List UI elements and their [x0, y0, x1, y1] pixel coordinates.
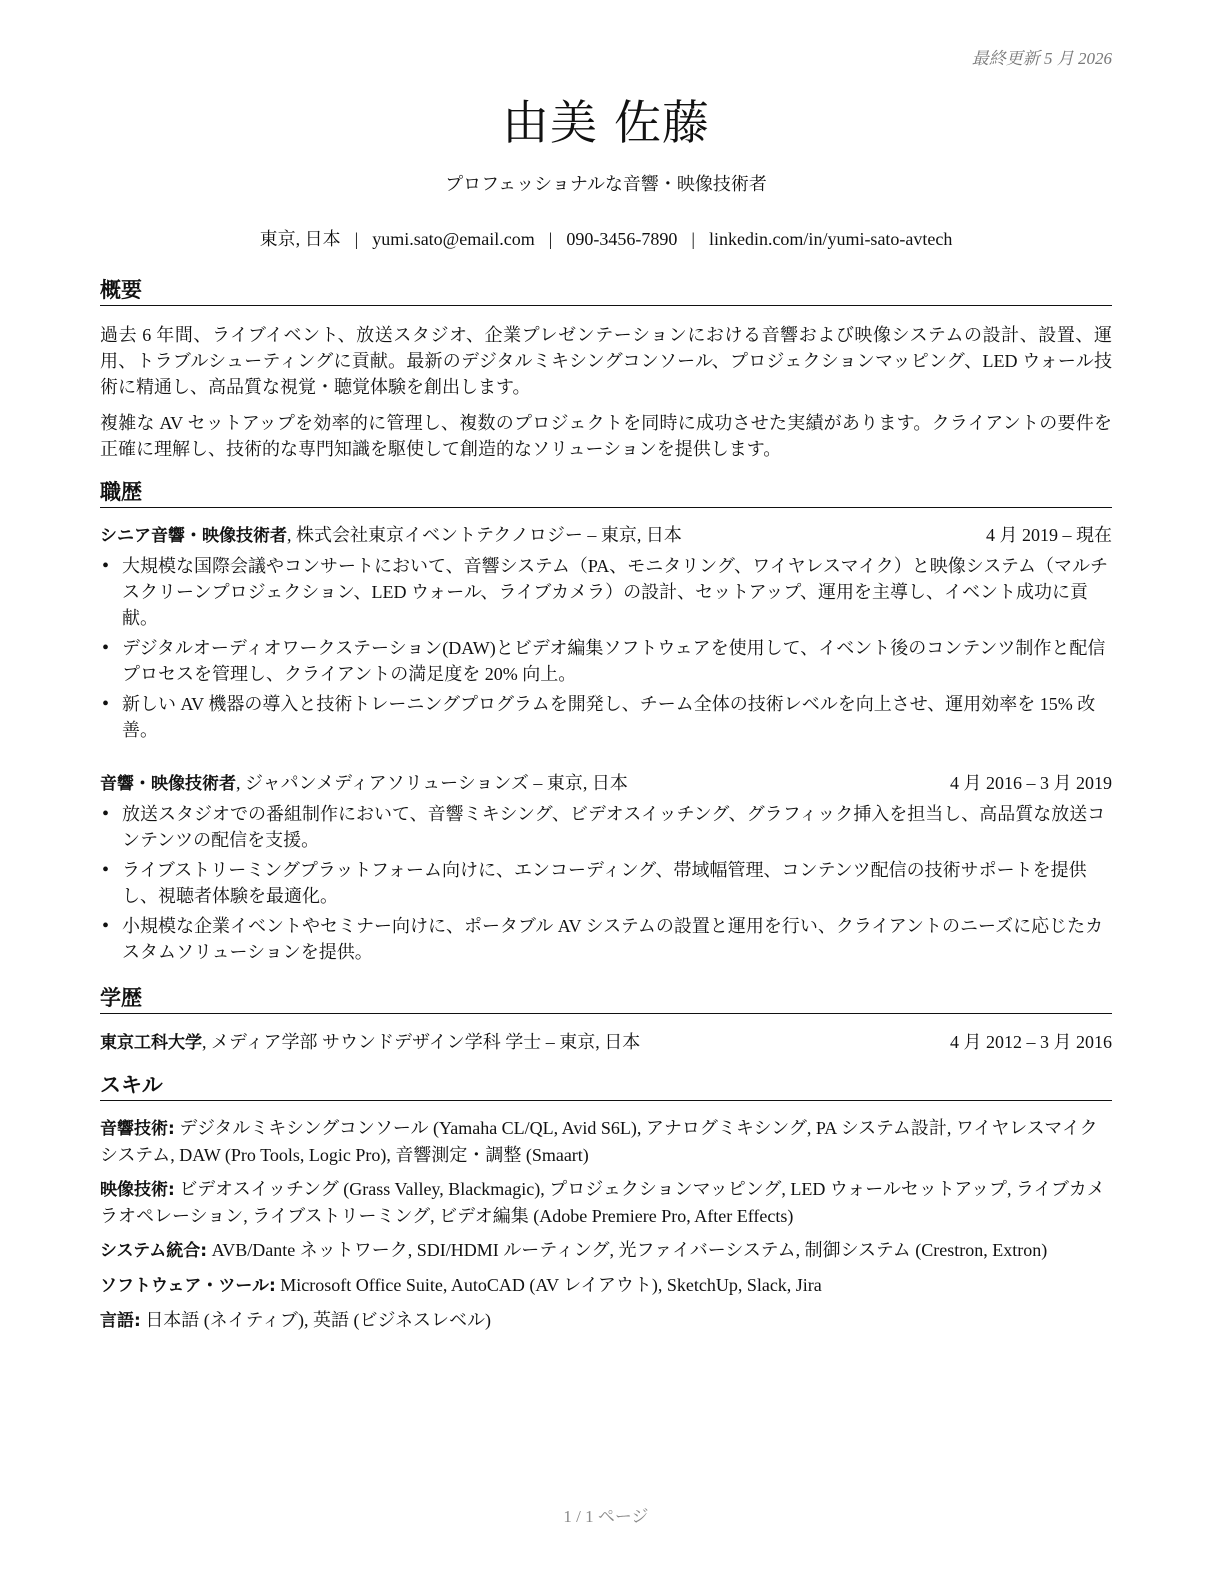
job-title: 音響・映像技術者	[100, 774, 236, 794]
last-updated: 最終更新 5 月 2026	[971, 49, 1112, 68]
separator: |	[354, 229, 359, 249]
candidate-name: 由美 佐藤	[502, 96, 710, 151]
list-item: • ライブストリーミングプラットフォーム向けに、エンコーディング、帯域幅管理、コンテンツ配信の技術サポートを提供し、視聴者体験を最適化。	[100, 857, 1112, 909]
list-item: • デジタルオーディオワークステーション(DAW)とビデオ編集ソフトウェアを使用して、イベント後のコンテンツ制作と配信プロセスを管理し、クライアントの満足度を 20% 向上。	[100, 635, 1112, 687]
job-bullets	[100, 801, 1112, 965]
contact-linkedin[interactable]: linkedin.com/in/yumi-sato-avtech	[708, 229, 953, 249]
job-org: , ジャパンメディアソリューションズ – 東京, 日本	[236, 773, 628, 793]
list-item: • 小規模な企業イベントやセミナー向けに、ポータブル AV システムの設置と運用を行い、クライアントのニーズに応じたカスタムソリューションを提供。	[100, 913, 1112, 965]
skill-text: 日本語 (ネイティブ), 英語 (ビジネスレベル)	[140, 1310, 491, 1330]
skill-row	[100, 1307, 1112, 1334]
skill-text: Microsoft Office Suite, AutoCAD (AV レイアウト), SketchUp, Slack, Jira	[275, 1275, 822, 1295]
resume-page	[100, 0, 1112, 1584]
school-name: 東京工科大学	[100, 1033, 202, 1053]
contact-line	[100, 225, 1112, 251]
education-entry	[100, 1029, 1112, 1056]
job-dates: 4 月 2016 – 3 月 2019	[950, 773, 1112, 793]
job-dates: 4 月 2019 – 現在	[986, 525, 1112, 545]
skill-row	[100, 1115, 1112, 1168]
list-item: • 新しい AV 機器の導入と技術トレーニングプログラムを開発し、チーム全体の技術レベルを向上させ、運用効率を 15% 改善。	[100, 691, 1112, 743]
section-heading-skills: スキル	[100, 1072, 1112, 1101]
summary-paragraph: 複雑な AV セットアップを効率的に管理し、複数のプロジェクトを同時に成功させた実績があります。クライアントの要件を正確に理解し、技術的な専門知識を駆使して創造的なソリューションを提供します。	[100, 413, 1112, 459]
section-heading-education: 学歴	[100, 985, 1112, 1014]
page-number: 1 / 1 ページ	[563, 1507, 649, 1526]
job-header	[100, 522, 1112, 549]
job-entry	[100, 522, 1112, 747]
skill-row	[100, 1176, 1112, 1229]
job-org: , 株式会社東京イベントテクノロジー – 東京, 日本	[287, 525, 682, 545]
skills-section	[100, 1115, 1112, 1342]
skill-label: システム統合:	[100, 1241, 208, 1261]
job-title: シニア音響・映像技術者	[100, 526, 287, 546]
skill-row	[100, 1272, 1112, 1299]
job-entry	[100, 770, 1112, 969]
skill-text: デジタルミキシングコンソール (Yamaha CL/QL, Avid S6L), アナログミキシング, PA システム設計, ワイヤレスマイクシステム, DAW (Pro Tools, Logic Pro), 音響測定・調整 (Smaart)	[100, 1118, 1098, 1165]
section-heading-experience: 職歴	[100, 479, 1112, 508]
separator: |	[548, 229, 553, 249]
skill-label: 言語:	[100, 1311, 141, 1331]
degree-detail: , メディア学部 サウンドデザイン学科 学士 – 東京, 日本	[202, 1032, 641, 1052]
skill-text: AVB/Dante ネットワーク, SDI/HDMI ルーティング, 光ファイバーシステム, 制御システム (Crestron, Extron)	[207, 1240, 1048, 1260]
job-header	[100, 770, 1112, 797]
skill-row	[100, 1237, 1112, 1264]
education-dates: 4 月 2012 – 3 月 2016	[950, 1032, 1112, 1052]
education-line	[100, 1029, 1112, 1056]
contact-location: 東京, 日本	[259, 229, 341, 249]
skill-text: ビデオスイッチング (Grass Valley, Blackmagic), プロジェクションマッピング, LED ウォールセットアップ, ライブカメラオペレーション, ライブストリーミング, ビデオ編集 (Adobe Premiere Pro, After Effects)	[100, 1179, 1105, 1226]
contact-email[interactable]: yumi.sato@email.com	[372, 229, 535, 249]
summary-paragraph: 過去 6 年間、ライブイベント、放送スタジオ、企業プレゼンテーションにおける音響および映像システムの設計、設置、運用、トラブルシューティングに貢献。最新のデジタルミキシングコンソール、プロジェクションマッピング、LED ウォール技術に精通し、高品質な視覚・聴覚体験を創出します。	[100, 325, 1112, 397]
skill-label: 映像技術:	[100, 1180, 175, 1200]
list-item: • 大規模な国際会議やコンサートにおいて、音響システム（PA、モニタリング、ワイヤレスマイク）と映像システム（マルチスクリーンプロジェクション、LED ウォール、ライブカメラ）の設計、セットアップ、運用を主導し、イベント成功に貢献。	[100, 553, 1112, 631]
list-item: • 放送スタジオでの番組制作において、音響ミキシング、ビデオスイッチング、グラフィック挿入を担当し、高品質な放送コンテンツの配信を支援。	[100, 801, 1112, 853]
tagline: プロフェッショナルな音響・映像技術者	[445, 174, 767, 194]
summary-section	[100, 322, 1112, 472]
separator: |	[691, 229, 695, 249]
job-bullets	[100, 553, 1112, 743]
skill-label: ソフトウェア・ツール:	[100, 1276, 276, 1296]
contact-phone[interactable]: 090-3456-7890	[566, 229, 678, 249]
skill-label: 音響技術:	[100, 1119, 175, 1139]
section-heading-summary: 概要	[100, 277, 1112, 306]
